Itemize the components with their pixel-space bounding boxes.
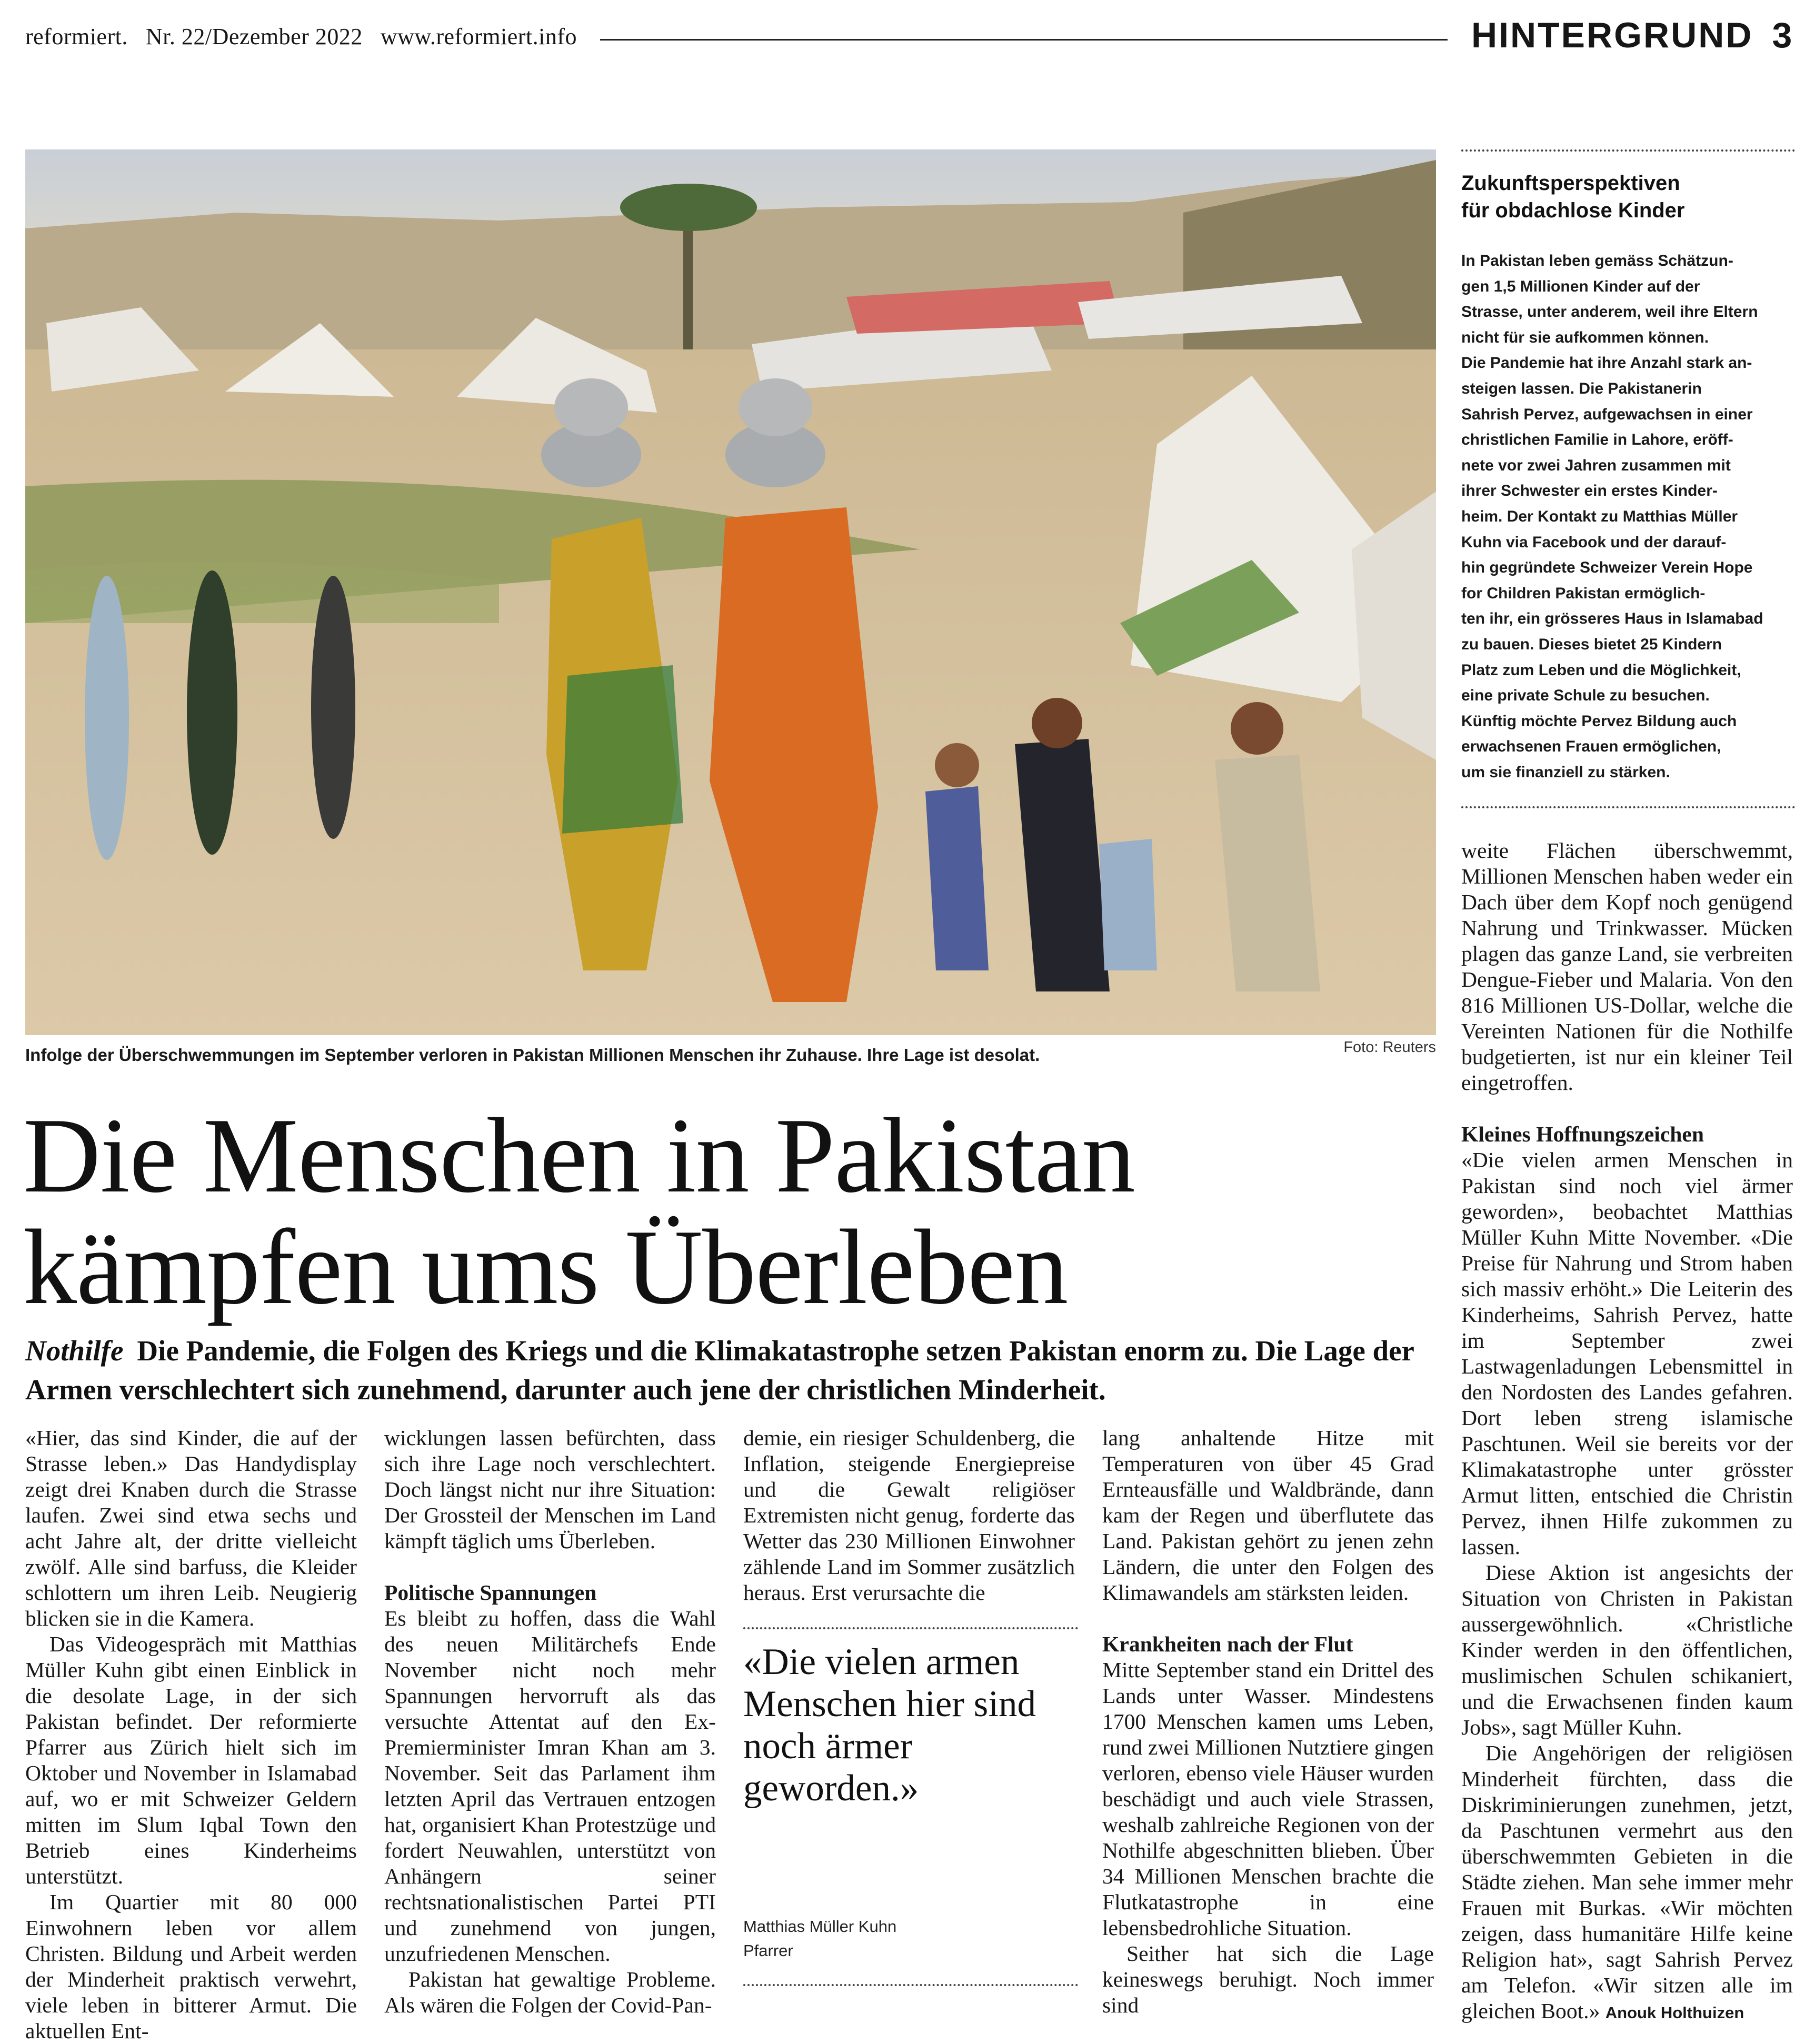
sidebar-text-line: hin gegründete Schweizer Verein Hope	[1461, 559, 1753, 577]
header-rule	[600, 39, 1448, 41]
sidebar-rule-top	[1461, 149, 1795, 152]
article-column-1	[25, 1425, 357, 2044]
body-paragraph-text: Die Angehörigen der religiösen Minderheit fürchten, dass die Diskriminierungen zunehmen, jetzt, da Paschtunen vermehrt aus den überschwemmten Gebieten in die Städte ziehen. Man sehe immer mehr Frauen mit Burkas. «Wir möchten zeigen, dass humanitäre Hilfe keine Religion hat», sagt Sahrish Pervez am Telefon. «Wir sitzen alle im gleichen Boot.»	[1461, 1741, 1793, 2023]
headline	[23, 1096, 1439, 1327]
sidebar-text-line: Künftig möchte Pervez Bildung auch	[1461, 712, 1737, 730]
sidebar-text-line: gen 1,5 Millionen Kinder auf der	[1461, 277, 1700, 295]
body-paragraph: Das Videogespräch mit Matthias Müller Kuhn gibt einen Einblick in die desolate Lage, in der sich Pakistan befindet. Der reformierte Pfarrer aus Zürich hielt sich im Oktober und November in Islamabad auf, wo er mit Schweizer Geldern mitten im Slum Iqbal Town den Betrieb eines Kinderheims unterstützt.	[25, 1632, 357, 1888]
quote-name: Matthias Müller Kuhn	[743, 1917, 897, 1936]
sidebar-text-line: eine private Schule zu besuchen.	[1461, 687, 1710, 705]
sidebar-text-line: Kuhn via Facebook und der darauf-	[1461, 533, 1727, 551]
section-label	[1471, 15, 1793, 56]
body-paragraph: lang anhaltende Hitze mit Temperaturen von über 45 Grad Ernteausfälle und Waldbrände, dann kam der Regen und überflutete das Land. Pakistan gehört zu jenen zehn Ländern, die unter den Folgen des Klimawandels am stärksten leiden.	[1102, 1426, 1434, 1605]
sidebar-text-line: Strasse, unter anderem, weil ihre Eltern	[1461, 303, 1758, 321]
body-paragraph: Es bleibt zu hoffen, dass die Wahl des neuen Militärchefs Ende November nicht noch mehr Spannungen hervorruft als das versuchte Attentat auf den Ex-Premierminister Imran Khan am 3. November. Seit das Parlament ihm letzten April das Vertrauen entzogen hat, organisiert Khan Protestzüge und fordert Neuwahlen, unterstützt von Anhängern seiner rechtsnationalistischen Partei PTI und zunehmend von jungen, unzufriedenen Menschen.	[384, 1606, 716, 1966]
publication-name: reformiert.	[25, 24, 128, 49]
sidebar-text-line: nicht für sie aufkommen können.	[1461, 328, 1709, 346]
body-paragraph: Pakistan hat gewaltige Probleme. Als wären die Folgen der Covid-Pan-	[384, 1967, 716, 2017]
author-name: Anouk Holthuizen	[1605, 2003, 1744, 2022]
body-paragraph: Seither hat sich die Lage keineswegs beruhigt. Noch immer sind	[1102, 1941, 1434, 2017]
body-paragraph: Mitte September stand ein Drittel des Lands unter Wasser. Mindestens 1700 Menschen kamen ums Leben, rund zwei Millionen Nutztiere gingen verloren, ebenso viele Häuser wurden beschädigt und auch viele Strassen, weshalb zahlreiche Regionen von der Nothilfe abgeschnitten blieben. Über 34 Millionen Menschen brachte die Flutkatastrophe in eine lebensbedrohliche Situation.	[1102, 1658, 1434, 1940]
quote-attribution	[743, 1915, 1078, 1963]
body-paragraph: weite Flächen überschwemmt, Millionen Menschen haben weder ein Dach über dem Kopf noch genügend Nahrung und Trinkwasser. Mücken plagen das ganze Land, sie verbreiten Dengue-Fieber und Malaria. Von den 816 Millionen US-Dollar, welche die Vereinten Nationen für die Nothilfe budgetierten, ist nur ein kleiner Teil eingetroffen.	[1461, 838, 1793, 1095]
sidebar-text-line: Sahrish Pervez, aufgewachsen in einer	[1461, 405, 1753, 423]
pull-quote: «Die vielen armen Menschen hier sind noch ärmer geworden.»	[743, 1641, 1036, 1809]
article-column-5	[1461, 838, 1793, 2026]
subheading: Politische Spannungen	[384, 1580, 597, 1605]
photo-credit: Foto: Reuters	[1343, 1039, 1436, 1056]
hero-photo	[25, 149, 1436, 1035]
sidebar-text-line: nete vor zwei Jahren zusammen mit	[1461, 456, 1731, 474]
body-paragraph: «Hier, das sind Kinder, die auf der Strasse leben.» Das Handydisplay zeigt drei Knaben durch die Strasse laufen. Zwei sind etwa sechs und acht Jahre alt, der dritte vielleicht zwölf. Alle sind barfuss, die Kleider schlottern um ihren Leib. Neugierig blicken sie in die Kamera.	[25, 1426, 357, 1630]
sidebar-text-line: Platz zum Leben und die Möglichkeit,	[1461, 661, 1741, 679]
quote-rule-bottom	[743, 1984, 1078, 1986]
subheading: Kleines Hoffnungszeichen	[1461, 1122, 1704, 1146]
sidebar-title-line-1: Zukunftsperspektiven	[1461, 172, 1680, 195]
body-paragraph: «Die vielen armen Menschen in Pakistan sind noch viel ärmer geworden», beobachtet Matthias Müller Kuhn Mitte November. «Die Preise für Nahrung und Strom haben sich massiv erhöht.» Die Leiterin des Kinderheims, Sahrish Pervez, hatte im September zwei Lastwagenladungen Lebensmittel in den Nordosten des Landes gefahren. Dort leben streng islamische Paschtunen. Weil sie bereits vor der Klimakatastrophe unter grösster Armut litten, entschied die Christin Pervez, ihnen Hilfe zukommen zu lassen.	[1461, 1148, 1793, 1559]
sidebar-text-line: heim. Der Kontakt zu Matthias Müller	[1461, 507, 1738, 525]
sidebar-text	[1461, 248, 1798, 785]
sidebar-text-line: christlichen Familie in Lahore, eröff-	[1461, 431, 1733, 449]
section-name: HINTERGRUND	[1471, 15, 1753, 55]
body-paragraph: Im Quartier mit 80 000 Einwohnern leben vor allem Christen. Bildung und Arbeit werden der Minderheit praktisch verwehrt, viele leben in bitterer Armut. Die aktuellen Ent-	[25, 1890, 357, 2043]
sidebar-title-line-2: für obdachlose Kinder	[1461, 199, 1685, 222]
headline-line-2: kämpfen ums Überleben	[23, 1208, 1068, 1327]
lead-text: Die Pandemie, die Folgen des Kriegs und die Klimakatastrophe setzen Pakistan enorm zu. Die Lage der Armen verschlechtert sich zunehmend, darunter auch jene der christlichen Minderheit.	[25, 1335, 1414, 1406]
subheading: Krankheiten nach der Flut	[1102, 1632, 1353, 1656]
sidebar-text-line: ten ihr, ein grösseres Haus in Islamabad	[1461, 610, 1763, 628]
sidebar-text-line: erwachsenen Frauen ermöglichen,	[1461, 738, 1721, 756]
sidebar-text-line: Die Pandemie hat ihre Anzahl stark an-	[1461, 354, 1752, 372]
website-link[interactable]: www.reformiert.info	[380, 24, 577, 49]
body-paragraph: Diese Aktion ist angesichts der Situation von Christen in Pakistan aussergewöhnlich. «Christliche Kinder werden in den öffentlichen, muslimischen Schulen schikaniert, und die Erwachsenen finden kaum Jobs», sagt Müller Kuhn.	[1461, 1560, 1793, 1739]
body-paragraph	[1461, 1740, 1793, 2026]
kicker: Nothilfe	[25, 1335, 124, 1367]
article-column-4	[1102, 1425, 1434, 2018]
sidebar-text-line: steigen lassen. Die Pakistanerin	[1461, 379, 1702, 397]
quote-rule-top	[743, 1627, 1078, 1629]
masthead	[25, 23, 595, 50]
sidebar-text-line: ihrer Schwester ein erstes Kinder-	[1461, 482, 1718, 500]
body-paragraph: wicklungen lassen befürchten, dass sich ihre Lage noch verschlechtert. Doch längst nicht nur ihre Situation: Der Grossteil der Menschen im Land kämpft täglich ums Überleben.	[384, 1426, 716, 1553]
sidebar-rule-bottom	[1461, 806, 1795, 808]
page-number: 3	[1772, 15, 1794, 55]
sidebar-text-line: um sie finanziell zu stärken.	[1461, 763, 1670, 781]
sidebar-text-line: for Children Pakistan ermöglich-	[1461, 584, 1706, 602]
quote-role: Pfarrer	[743, 1941, 793, 1960]
article-column-2	[384, 1425, 716, 2018]
sidebar-text-line: In Pakistan leben gemäss Schätzun-	[1461, 252, 1733, 269]
headline-line-1: Die Menschen in Pakistan	[23, 1096, 1135, 1215]
issue-number: Nr. 22/Dezember 2022	[145, 24, 363, 49]
sidebar-title	[1461, 169, 1798, 224]
photo-caption: Infolge der Überschwemmungen im September verloren in Pakistan Millionen Menschen ihr Zuhause. Ihre Lage ist desolat.	[25, 1045, 1040, 1065]
sidebar-text-line: zu bauen. Dieses bietet 25 Kindern	[1461, 635, 1722, 653]
body-paragraph: demie, ein riesiger Schuldenberg, die Inflation, steigende Energiepreise und die Gewalt religiöser Extremisten nicht genug, forderte das Wetter das 230 Millionen Einwohner zählende Land im Sommer zusätzlich heraus. Erst verursachte die	[743, 1426, 1075, 1605]
lead-paragraph	[25, 1331, 1441, 1409]
article-column-3	[743, 1425, 1075, 1615]
